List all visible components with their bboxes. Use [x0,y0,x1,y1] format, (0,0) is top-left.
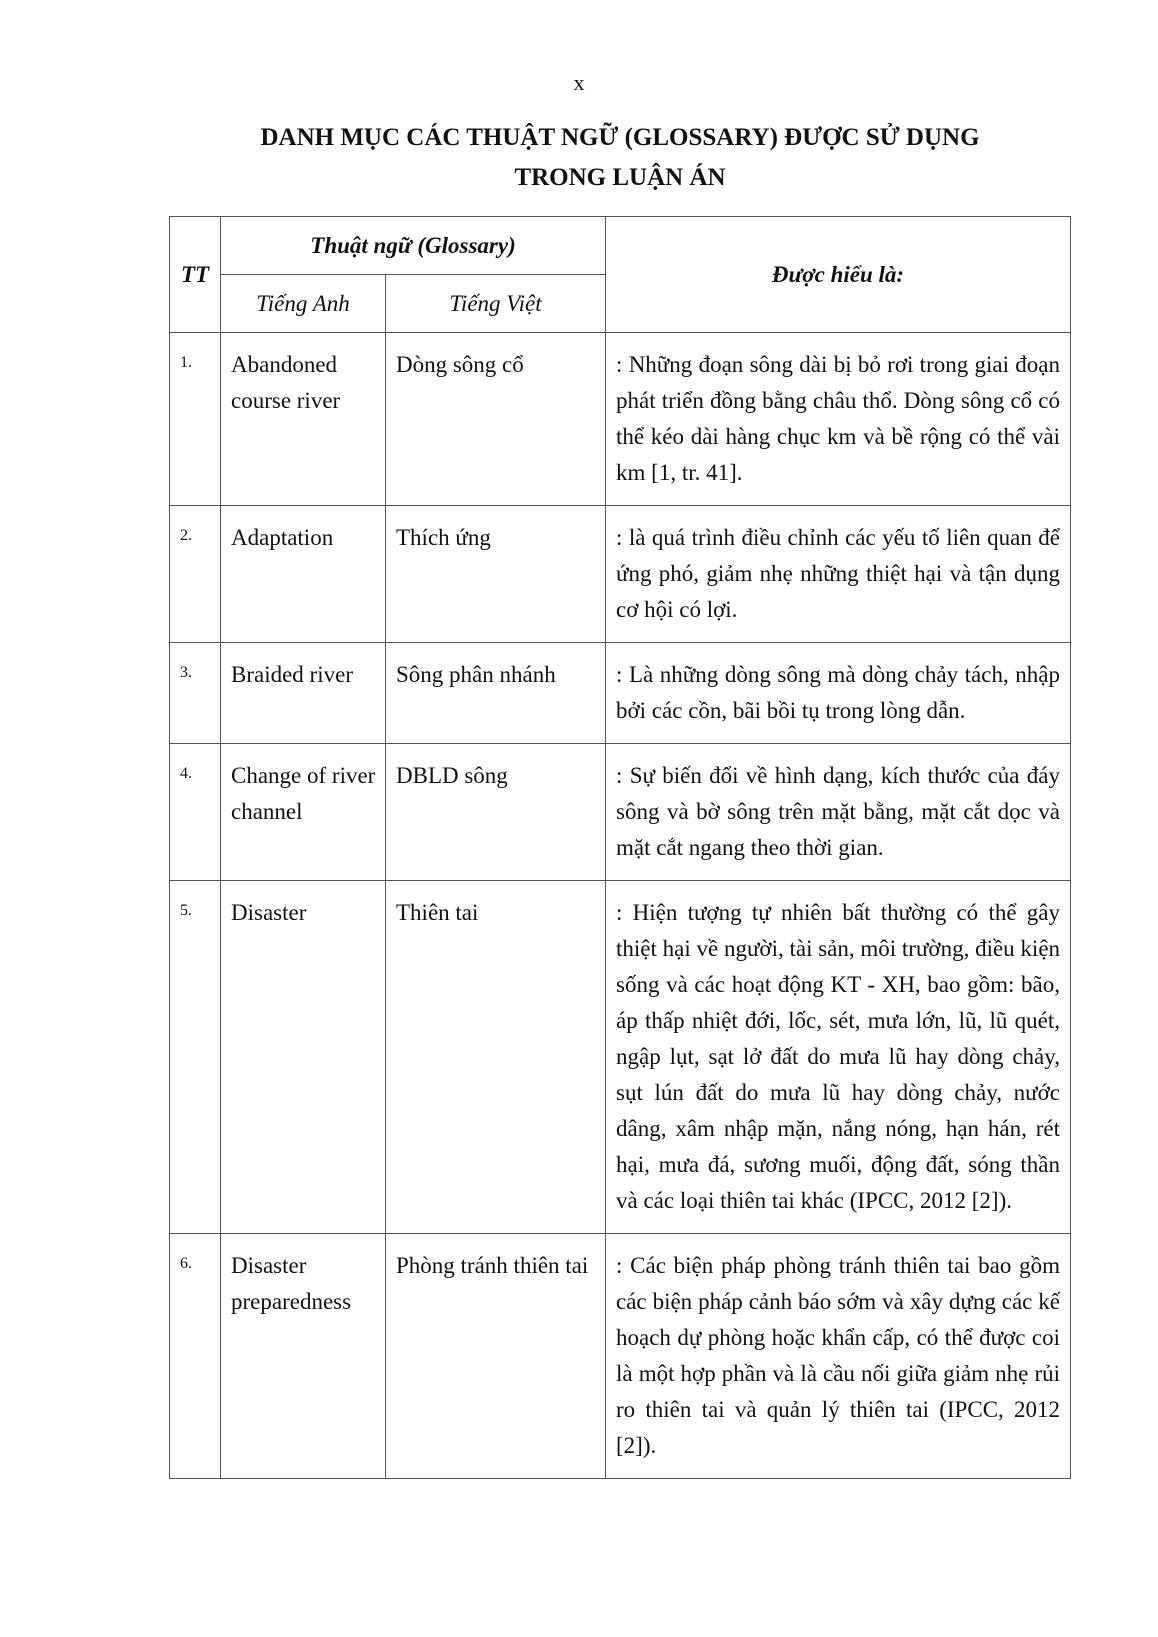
term-vietnamese: DBLD sông [386,744,606,881]
term-english: Adaptation [221,506,386,643]
term-vietnamese: Sông phân nhánh [386,643,606,744]
header-tt: TT [170,217,221,333]
table-row [170,506,1071,643]
page-title [170,118,1070,198]
table-row [170,881,1071,1234]
row-number: 3. [170,643,221,744]
term-vietnamese: Thích ứng [386,506,606,643]
row-number: 4. [170,744,221,881]
page-title-line-2: TRONG LUẬN ÁN [514,164,726,191]
table-row [170,744,1071,881]
term-english: Braided river [221,643,386,744]
term-vietnamese: Phòng tránh thiên tai [386,1234,606,1479]
term-english: Abandoned course river [221,333,386,506]
table-row [170,1234,1071,1479]
term-vietnamese: Dòng sông cổ [386,333,606,506]
header-vietnamese: Tiếng Việt [386,275,606,333]
term-english: Disaster [221,881,386,1234]
row-number: 5. [170,881,221,1234]
header-english: Tiếng Anh [221,275,386,333]
page-title-line-1: DANH MỤC CÁC THUẬT NGỮ (GLOSSARY) ĐƯỢC SỬ DỤNG [260,124,980,151]
term-definition: : Các biện pháp phòng tránh thiên tai bao gồm các biện pháp cảnh báo sớm và xây dựng các kế hoạch dự phòng hoặc khẩn cấp, có thể được coi là một hợp phần và là cầu nối giữa giảm nhẹ rủi ro thiên tai và quản lý thiên tai (IPCC, 2012 [2]). [606,1234,1071,1479]
term-definition: : Những đoạn sông dài bị bỏ rơi trong giai đoạn phát triển đồng bằng châu thổ. Dòng sông cổ có thể kéo dài hàng chục km và bề rộng có thể vài km [1, tr. 41]. [606,333,1071,506]
term-english: Disaster preparedness [221,1234,386,1479]
header-definition: Được hiểu là: [606,217,1071,333]
term-definition: : Là những dòng sông mà dòng chảy tách, nhập bởi các cồn, bãi bồi tụ trong lòng dẫn. [606,643,1071,744]
term-vietnamese: Thiên tai [386,881,606,1234]
term-definition: : Sự biến đổi về hình dạng, kích thước của đáy sông và bờ sông trên mặt bằng, mặt cắt dọc và mặt cắt ngang theo thời gian. [606,744,1071,881]
term-definition: : là quá trình điều chỉnh các yếu tố liên quan để ứng phó, giảm nhẹ những thiệt hại và tận dụng cơ hội có lợi. [606,506,1071,643]
term-definition: : Hiện tượng tự nhiên bất thường có thể gây thiệt hại về người, tài sản, môi trường, điều kiện sống và các hoạt động KT - XH, bao gồm: bão, áp thấp nhiệt đới, lốc, sét, mưa lớn, lũ, lũ quét, ngập lụt, sạt lở đất do mưa lũ hay dòng chảy, sụt lún đất do mưa lũ hay dòng chảy, nước dâng, xâm nhập mặn, nắng nóng, hạn hán, rét hại, mưa đá, sương muối, động đất, sóng thần và các loại thiên tai khác (IPCC, 2012 [2]). [606,881,1071,1234]
row-number: 2. [170,506,221,643]
header-glossary: Thuật ngữ (Glossary) [221,217,606,275]
table-row [170,643,1071,744]
row-number: 1. [170,333,221,506]
page-number: x [573,70,585,95]
term-english: Change of river channel [221,744,386,881]
glossary-table [169,216,1071,1479]
row-number: 6. [170,1234,221,1479]
table-row [170,333,1071,506]
